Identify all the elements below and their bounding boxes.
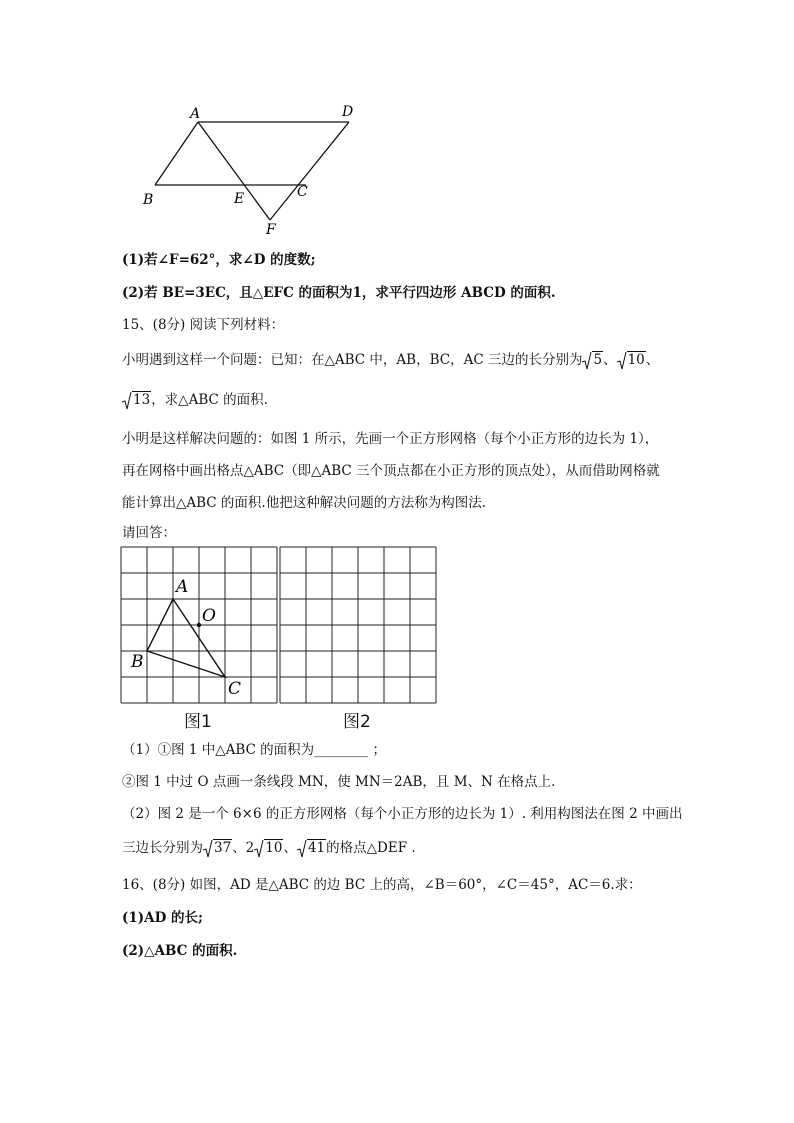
q15-method-line1: 小明是这样解决问题的：如图 1 所示，先画一个正方形网格（每个小正方形的边长为 1）， [122,431,659,447]
label-d: D [342,104,354,120]
side-dc-extended [270,122,349,220]
label-c: C [297,184,308,200]
label-a: A [190,106,201,122]
sqrt-10b [254,839,283,859]
q15-sep2: 、 [645,352,660,368]
q15-intro-suffix: ，求△ABC 的面积. [151,392,268,408]
sqrt-13-radicand: 13 [133,392,151,408]
sqrt-37-radicand: 37 [214,840,232,856]
sqrt-10b-radicand: 10 [265,840,283,856]
q15-sub2-sep1: 、2 [232,840,255,856]
q15-sub2-suffix: 的格点△DEF . [326,840,416,856]
q15-method-line2: 再在网格中画出格点△ABC（即△ABC 三个顶点都在小正方形的顶点处），从而借助网格就 [122,463,660,479]
sqrt-5 [582,351,603,371]
figure1-grid [120,546,278,704]
sqrt-10-radicand: 10 [627,352,645,368]
sqrt-41-radicand: 41 [307,840,326,856]
q15-heading: 15、(8分) 阅读下列材料： [122,317,285,333]
q15-sub2-prefix: 三边长分别为 [122,840,203,856]
q15-sub2-sep2: 、 [283,840,297,856]
q14-part1: (1)若∠F=62°，求∠D 的度数; [122,252,316,268]
q15-sub1-line2: ②图 1 中过 O 点画一条线段 MN，使 MN＝2AB，且 M、N 在格点上. [122,774,556,790]
fig1-label-c: C [228,679,242,699]
label-b: B [143,192,154,208]
q15-sub2-line1: （2）图 2 是一个 6×6 的正方形网格（每个小正方形的边长为 1）. 利用构图法在图 2 中画出 [122,806,683,822]
q15-sep1: 、 [603,352,617,368]
q14-part2: (2)若 BE=3EC，且△EFC 的面积为1，求平行四边形 ABCD 的面积. [122,285,556,301]
fig1-label-o: O [202,606,216,626]
parallelogram-figure [140,100,370,235]
fig1-label-b: B [131,652,144,672]
q15-intro-line1 [122,348,659,371]
sqrt-13 [122,391,151,411]
label-e: E [234,191,245,207]
sqrt-37 [203,839,232,859]
q15-sub1-line1: （1）①图 1 中△ABC 的面积为________ ； [122,742,386,758]
figure2-grid [279,546,438,705]
q15-method-line3: 能计算出△ABC 的面积.他把这种解决问题的方法称为构图法. [122,495,487,511]
label-f: F [266,222,276,235]
q15-prompt: 请回答： [122,525,176,541]
sqrt-5-radicand: 5 [593,352,603,368]
point-o [197,623,201,627]
figure1-caption: 图1 [184,712,212,732]
fig1-label-a: A [176,577,189,597]
q16-part1: (1)AD 的长; [122,910,204,926]
q15-intro-prefix: 小明遇到这样一个问题：已知：在△ABC 中，AB，BC，AC 三边的长分别为 [122,352,583,368]
q15-sub2-line2 [122,836,416,859]
q15-intro-line2 [122,388,268,411]
sqrt-41 [297,839,326,859]
q16-part2: (2)△ABC 的面积. [122,943,238,959]
sqrt-10 [617,351,646,371]
figure2-caption: 图2 [343,712,371,732]
q16-heading: 16、(8分) 如图，AD 是△ABC 的边 BC 上的高，∠B＝60°，∠C＝45°，AC＝6.求： [122,877,642,893]
side-ab [155,122,198,185]
